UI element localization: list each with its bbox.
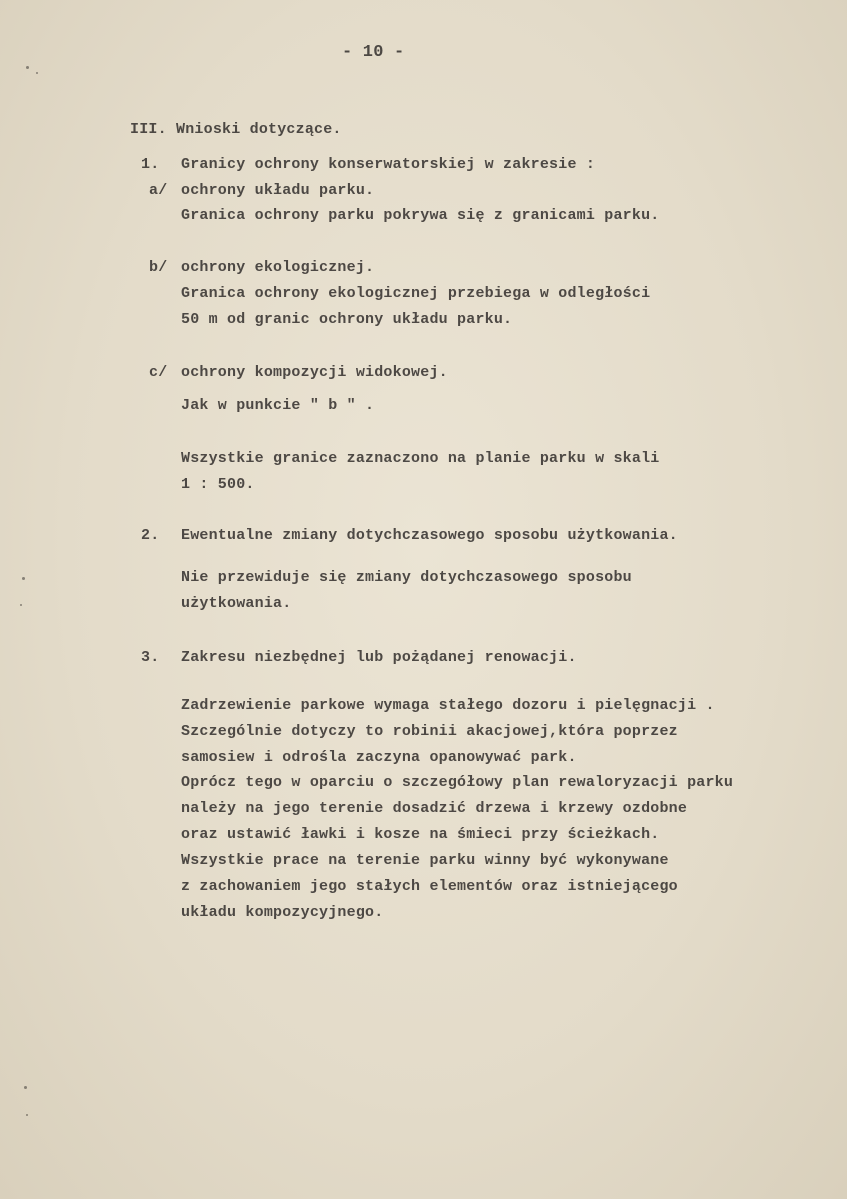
item-2-text-line2: użytkowania. (181, 595, 292, 612)
item-2-text-line1: Nie przewiduje się zmiany dotychczasowego sposobu (181, 569, 632, 586)
item-3-line-7: Wszystkie prace na terenie parku winny być wykonywane (181, 852, 669, 869)
item-1c-title: ochrony kompozycji widokowej. (181, 364, 448, 381)
item-3-line-2: Szczególnie dotyczy to robinii akacjowej,która poprzez (181, 723, 678, 740)
punch-mark (36, 72, 38, 74)
item-1a-title: ochrony układu parku. (181, 182, 375, 199)
punch-mark (24, 1086, 27, 1089)
item-2-number: 2. (141, 527, 160, 544)
item-3-line-5: należy na jego terenie dosadzić drzewa i krzewy ozdobne (181, 800, 688, 817)
item-1-note-line2: 1 : 500. (181, 476, 255, 493)
item-3-line-6: oraz ustawić ławki i kosze na śmieci przy ścieżkach. (181, 826, 660, 843)
item-1a-text: Granica ochrony parku pokrywa się z granicami parku. (181, 207, 660, 224)
punch-mark (20, 604, 22, 606)
item-3-line-9: układu kompozycyjnego. (181, 904, 384, 921)
item-1c-text: Jak w punkcie " b " . (181, 397, 375, 414)
item-3-number: 3. (141, 649, 160, 666)
item-3-title: Zakresu niezbędnej lub pożądanej renowacji. (181, 649, 577, 666)
item-3-line-3: samosiew i odrośla zaczyna opanowywać park. (181, 749, 577, 766)
punch-mark (22, 577, 25, 580)
punch-mark (26, 1114, 28, 1116)
item-1b-label: b/ (149, 259, 168, 276)
item-1b-text-line1: Granica ochrony ekologicznej przebiega w odległości (181, 285, 651, 302)
item-1a-label: a/ (149, 182, 168, 199)
page-number: - 10 - (342, 43, 405, 62)
item-1-note-line1: Wszystkie granice zaznaczono na planie parku w skali (181, 450, 660, 467)
item-1-number: 1. (141, 156, 160, 173)
punch-mark (26, 66, 29, 69)
section-heading: III. Wnioski dotyczące. (130, 121, 342, 138)
item-1c-label: c/ (149, 364, 168, 381)
item-3-line-4: Oprócz tego w oparciu o szczegółowy plan rewaloryzacji parku (181, 774, 734, 791)
item-1-title: Granicy ochrony konserwatorskiej w zakresie : (181, 156, 596, 173)
item-2-title: Ewentualne zmiany dotychczasowego sposobu użytkowania. (181, 527, 678, 544)
item-3-line-8: z zachowaniem jego stałych elementów oraz istniejącego (181, 878, 678, 895)
item-3-line-1: Zadrzewienie parkowe wymaga stałego dozoru i pielęgnacji . (181, 697, 715, 714)
item-1b-title: ochrony ekologicznej. (181, 259, 375, 276)
item-1b-text-line2: 50 m od granic ochrony układu parku. (181, 311, 513, 328)
